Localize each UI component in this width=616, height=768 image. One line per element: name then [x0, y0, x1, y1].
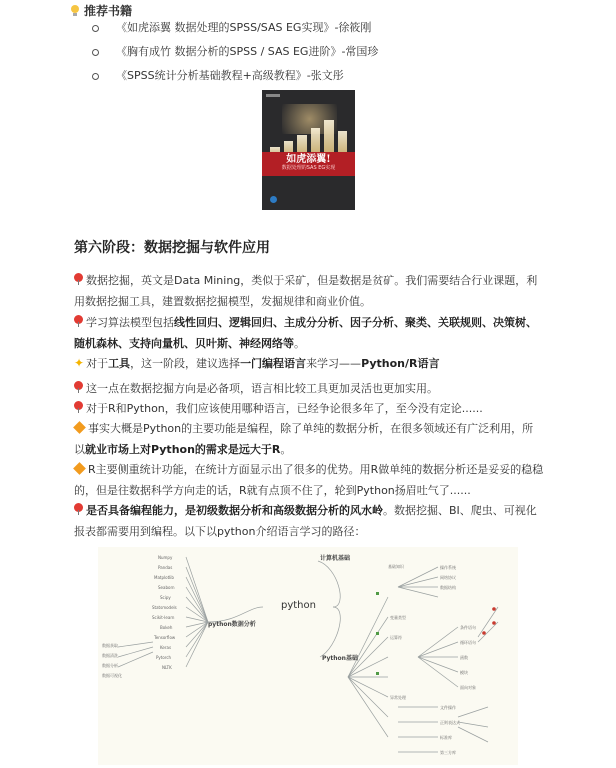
paragraph-algorithms — [74, 312, 544, 354]
paragraph-r-vs-python — [74, 398, 544, 419]
paragraph-bold-text: 线性回归、逻辑回归、主成分分析、因子分析、聚类、关联规则、决策树、随机森林、支持向量机、贝叶斯、神经网络等 — [74, 316, 537, 350]
mindmap-branch: 计算机基础 — [320, 555, 351, 562]
cover-decoration — [266, 94, 280, 97]
mindmap-leaf: Tensorflow — [154, 635, 176, 640]
mindmap-leaf: 网络协议 — [440, 575, 456, 580]
mindmap-leaf: 模块 — [460, 670, 468, 675]
python-mindmap-image — [98, 547, 518, 765]
paragraph-bold-text: Python/R语言 — [361, 357, 440, 370]
mindmap-leaf: 数据可视化 — [102, 673, 122, 678]
section-title: 第六阶段：数据挖掘与软件应用 — [74, 240, 270, 256]
mindmap-center: python — [281, 600, 316, 611]
paragraph-text: 数据挖掘，英文是Data Mining，类似于采矿，但是数据是贫矿。我们需要结合行业课题，利用数据挖掘工具，建置数据挖掘模型，发掘规律和商业价值。 — [74, 274, 538, 308]
mindmap-leaf: NLTK — [162, 665, 172, 670]
mindmap-leaf: Keras — [160, 645, 172, 650]
mindmap-leaf: 数据清洗 — [102, 653, 118, 658]
mindmap-leaf: 正则表达式 — [440, 720, 460, 725]
mindmap-leaf: 条件语句 — [460, 625, 476, 630]
mindmap-leaf: 第三方库 — [440, 750, 456, 755]
paragraph-python-demand — [74, 418, 544, 460]
pin-icon — [74, 315, 83, 327]
mindmap-leaf: 函数 — [460, 655, 468, 660]
mindmap-leaf: 运算符 — [390, 635, 402, 640]
paragraph-text: 学习算法模型包括 — [86, 316, 174, 329]
paragraph-r-statistics — [74, 459, 544, 501]
paragraph-necessity — [74, 378, 544, 399]
paragraph-text: ，这一阶段，建议选择 — [130, 357, 241, 370]
pin-icon — [74, 273, 83, 285]
mindmap-leaf: Pytorch — [156, 655, 172, 660]
mindmap-leaf: 面向对象 — [460, 685, 476, 690]
mindmap-leaf: Seaborn — [158, 585, 175, 590]
recommend-heading-text: 推荐书籍 — [84, 4, 133, 18]
paragraph-programming — [74, 500, 544, 542]
list-item: 《如虎添翼 数据处理的SPSS/SAS EG实现》-徐筱刚 — [92, 20, 378, 44]
diamond-icon — [73, 462, 86, 475]
paragraph-text: 。数据挖掘、BI、爬虫、可视化报表都需要用到编程。以下以python介绍语言学习的路径： — [74, 504, 537, 538]
paragraph-text: 事实大概是Python的主要功能是编程，除了单纯的数据分析，在很多领域还有广泛利用，所以 — [74, 422, 534, 456]
mindmap-leaf: Scipy — [160, 595, 171, 600]
diamond-icon — [73, 421, 86, 434]
mindmap-leaf: 数据结构 — [440, 585, 456, 590]
mindmap-leaf: Statsmodels — [152, 605, 177, 610]
paragraph-text: 这一点在数据挖掘方向是必备项，语言相比较工具更加灵活也更加实用。 — [86, 382, 438, 395]
paragraph-bold-text: 是否具备编程能力，是初级数据分析和高级数据分析的风水岭 — [86, 504, 383, 517]
publisher-logo-icon — [270, 196, 277, 203]
mindmap-branch: python数据分析 — [208, 621, 256, 628]
mindmap-leaf: 数据分析 — [102, 663, 118, 668]
mindmap-leaf: 变量类型 — [390, 615, 406, 620]
mindmap-branch: Python基础 — [322, 655, 358, 662]
list-item: 《胸有成竹 数据分析的SPSS / SAS EG进阶》-常国珍 — [92, 44, 378, 68]
cover-title: 如虎添翼! — [286, 154, 331, 165]
paragraph-bold-text: 一门编程语言 — [240, 357, 307, 370]
paragraph-text: 对于R和Python，我们应该使用哪种语言，已经争论很多年了，至今没有定论...... — [86, 402, 483, 415]
lightbulb-icon — [70, 5, 80, 17]
mindmap-leaf: 文件操作 — [440, 705, 456, 710]
paragraph-text: 。 — [280, 443, 292, 456]
paragraph-data-mining — [74, 270, 544, 312]
mindmap-leaf: Numpy — [158, 555, 173, 560]
mindmap-leaf: 操作系统 — [440, 565, 456, 570]
paragraph-text: 对于 — [86, 357, 109, 370]
paragraph-text: R主要侧重统计功能，在统计方面显示出了很多的优势。用R做单纯的数据分析还是妥妥的稳稳的，但是往数据科学方向走的话，R就有点顶不住了，轮到Python扬眉吐气了...... — [74, 463, 544, 497]
paragraph-text: 。 — [294, 337, 305, 350]
mindmap-leaf: 标准库 — [440, 735, 452, 740]
mindmap-leaf: 循环语句 — [460, 640, 476, 645]
mindmap-leaf: Pandas — [158, 565, 173, 570]
mindmap-leaf: Matplotlib — [154, 575, 174, 580]
paragraph-tools — [74, 353, 544, 374]
mindmap-leaf: Bokeh — [160, 625, 173, 630]
book-cover-image — [262, 90, 355, 210]
pin-icon — [74, 503, 83, 515]
pin-icon — [74, 401, 83, 413]
mindmap-leaf: 基础知识 — [388, 564, 404, 569]
paragraph-bold-text: 工具 — [108, 357, 131, 370]
mindmap-leaf: 异常处理 — [390, 695, 406, 700]
star-icon: ✦ — [74, 356, 85, 370]
recommend-heading — [70, 2, 132, 19]
pin-icon — [74, 381, 83, 393]
paragraph-text: 来学习—— — [306, 357, 362, 370]
mindmap-leaf: Scikit-learn — [152, 615, 175, 620]
book-list — [92, 20, 378, 92]
list-item: 《SPSS统计分析基础教程+高级教程》-张文彤 — [92, 68, 378, 92]
cover-subtitle: 数据处理的SAS EG实现 — [281, 165, 336, 171]
mindmap-leaf: 数据获取 — [102, 643, 118, 648]
paragraph-bold-text: 就业市场上对Python的需求是远大于R — [85, 443, 281, 456]
